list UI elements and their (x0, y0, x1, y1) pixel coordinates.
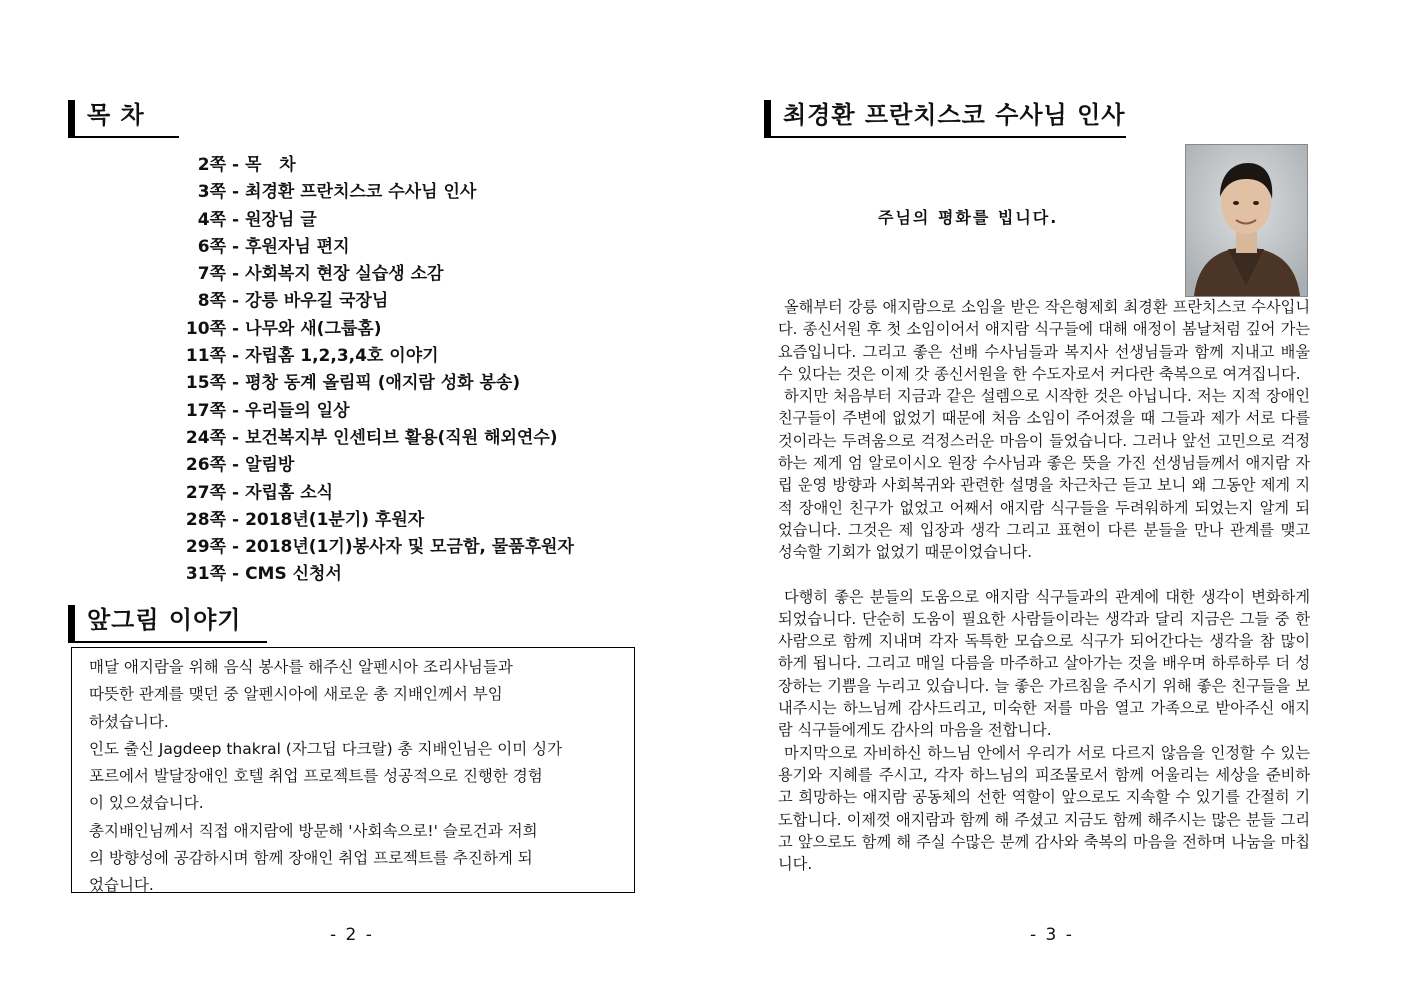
toc-separator: - (232, 537, 240, 558)
toc-page-number: 28쪽 (185, 509, 226, 530)
letter-paragraph: 올해부터 강릉 애지람으로 소임을 받은 작은형제회 최경환 프란치스코 수사입니다. 종신서원 후 첫 소임이어서 애지람 식구들에 대해 애정이 봄날처럼 깊어 가는 요즘입니다. 그리고 좋은 선배 수사님들과 복지사 선생님들과 함께 지내고 배울 수 있다는 것은 이제 갓 종신서원을 한 수도자로서 커다란 축복으로 여겨집니다. (778, 298, 1310, 383)
toc-separator: - (232, 400, 240, 421)
toc-entry-title: 목 차 (245, 155, 296, 175)
toc-item (180, 152, 574, 179)
toc-page-number: 3쪽 (197, 182, 226, 203)
page-number-left: - 2 - (330, 925, 374, 945)
cover-story-line: 었습니다. (89, 876, 154, 895)
letter-paragraph: 다행히 좋은 분들의 도움으로 애지람 식구들과의 관계에 대한 생각이 변화하게 되었습니다. 단순히 도움이 필요한 사람들이라는 생각과 달리 지금은 그들 중 한 사람으로 함께 지내며 각자 독특한 모습으로 식구가 되어간다는 생각을 참 많이 하게 됩니다. 그리고 매일 다름을 마주하고 살아가는 것을 배우며 하루하루 더 성장하는 기쁨을 누리고 있습니다. 늘 좋은 가르침을 주시기 위해 좋은 친구들을 보내주시는 하느님께 감사드리고, 미숙한 저를 마음 열고 가족으로 받아주신 애지람 식구들에게도 감사의 마음을 전합니다. (778, 587, 1310, 740)
toc-separator: - (232, 318, 240, 339)
toc-page-number: 29쪽 (185, 537, 226, 558)
toc-page-number: 11쪽 (185, 346, 226, 367)
cover-story-line: 매달 애지람을 위해 음식 봉사를 해주신 알펜시아 조리사님들과 (89, 658, 513, 676)
toc-page-number: 6쪽 (197, 236, 226, 257)
toc-entry-title: 나무와 새(그룹홈) (245, 318, 382, 339)
toc-item (180, 534, 574, 561)
greeting-letter-body (778, 296, 1310, 875)
toc-page-number: 2쪽 (197, 155, 226, 175)
toc-separator: - (232, 155, 240, 175)
letter-paragraph: 하지만 처음부터 지금과 같은 설렘으로 시작한 것은 아닙니다. 저는 지적 장애인 친구들이 주변에 없었기 때문에 처음 소임이 주어졌을 때 그들과 제가 서로 다를 것이라는 두려움으로 걱정스러운 마음이 들었습니다. 그러나 앞선 고민으로 걱정하는 제게 엄 알로이시오 원장 수사님과 좋은 뜻을 가진 선생님들께서 애지람 자립 운영 방향과 사회복귀와 관련한 설명을 차근차근 듣고 보니 왜 그동안 제게 지적 장애인 친구가 없었고 어째서 애지람 식구들을 두려워하게 되었는지 알게 되었습니다. 그것은 제 입장과 생각 그리고 표현이 다른 분들을 만나 관계를 맺고 성숙할 기회가 없었기 때문이었습니다. (778, 387, 1310, 562)
toc-page-number: 15쪽 (185, 373, 226, 394)
table-of-contents (180, 152, 574, 589)
toc-item (180, 425, 574, 452)
toc-page-number: 10쪽 (185, 318, 226, 339)
toc-entry-title: 평창 동계 올림픽 (애지람 성화 봉송) (245, 373, 521, 394)
toc-entry-title: 최경환 프란치스코 수사님 인사 (245, 182, 477, 203)
toc-page-number: 17쪽 (185, 400, 226, 421)
toc-entry-title: 2018년(1기)봉사자 및 모금함, 물품후원자 (245, 537, 574, 558)
toc-entry-title: 우리들의 일상 (245, 400, 350, 421)
toc-item (180, 480, 574, 507)
greeting-line: 주님의 평화를 빕니다. (878, 208, 1059, 227)
cover-story-line: 인도 출신 Jagdeep thakral (자그딥 다크랄) 총 지배인님은 이미 싱가 (89, 739, 563, 758)
toc-entry-title: 알림방 (245, 455, 295, 476)
cover-story-line: 하셨습니다. (89, 712, 169, 731)
toc-page-number: 7쪽 (197, 264, 226, 285)
toc-separator: - (232, 182, 240, 203)
toc-page-number: 27쪽 (185, 482, 226, 503)
cover-story-line: 이 있으셨습니다. (89, 794, 204, 813)
toc-entry-title: 원장님 글 (245, 209, 317, 230)
toc-item (180, 452, 574, 479)
toc-separator: - (232, 509, 240, 530)
toc-page-number: 8쪽 (197, 291, 226, 312)
toc-item (180, 398, 574, 425)
toc-entry-title: 2018년(1분기) 후원자 (245, 509, 425, 530)
toc-item (180, 261, 574, 288)
right-page (700, 0, 1403, 992)
toc-item (180, 207, 574, 234)
toc-separator: - (232, 264, 240, 285)
toc-separator: - (232, 209, 240, 230)
letter-paragraph: 마지막으로 자비하신 하느님 안에서 우리가 서로 다르지 않음을 인정할 수 있는 용기와 지혜를 주시고, 각자 하느님의 피조물로서 함께 어울리는 세상을 준비하고 희망하는 애지람 공동체의 선한 역할이 앞으로도 지속할 수 있기를 간절히 기도합니다. 이제껏 애지람과 함께 해 주셨고 지금도 함께 해주시는 많은 분들 그리고 앞으로도 함께 해 주실 수많은 분께 감사와 축복의 마음을 전하며 나눔을 마칩니다. (778, 743, 1310, 874)
cover-story-line: 따뜻한 관계를 맺던 중 알펜시아에 새로운 총 지배인께서 부임 (89, 685, 503, 704)
toc-separator: - (232, 346, 240, 367)
toc-entry-title: 사회복지 현장 실습생 소감 (245, 264, 444, 285)
cover-story-line: 포르에서 발달장애인 호텔 취업 프로젝트를 성공적으로 진행한 경험 (89, 767, 543, 786)
toc-entry-title: 보건복지부 인센티브 활용(직원 해외연수) (245, 427, 558, 448)
toc-separator: - (232, 291, 240, 312)
toc-item (180, 507, 574, 534)
toc-separator: - (232, 482, 240, 503)
toc-entry-title: 자립홈 소식 (245, 482, 334, 503)
toc-item (180, 316, 574, 343)
cover-story-line: 총지배인님께서 직접 애지람에 방문해 '사회속으로!' 슬로건과 저희 (89, 821, 538, 840)
cover-story-line: 의 방향성에 공감하시며 함께 장애인 취업 프로젝트를 추진하게 되 (89, 849, 533, 868)
toc-item (180, 561, 574, 588)
toc-page-number: 31쪽 (185, 564, 226, 585)
toc-separator: - (232, 236, 240, 257)
toc-item (180, 179, 574, 206)
cover-story-box (71, 647, 635, 893)
toc-page-number: 4쪽 (197, 209, 226, 230)
toc-separator: - (232, 564, 240, 585)
toc-item (180, 234, 574, 261)
toc-separator: - (232, 427, 240, 448)
page-number-right: - 3 - (1030, 925, 1074, 945)
toc-item (180, 343, 574, 370)
cover-story-title: 앞그림 이야기 (68, 605, 267, 643)
toc-item (180, 288, 574, 315)
toc-separator: - (232, 455, 240, 476)
toc-entry-title: 강릉 바우길 국장님 (245, 291, 389, 312)
toc-entry-title: 후원자님 편지 (245, 236, 350, 257)
toc-page-number: 24쪽 (185, 427, 226, 448)
toc-separator: - (232, 373, 240, 394)
greeting-section-title: 최경환 프란치스코 수사님 인사 (764, 100, 1126, 138)
toc-page-number: 26쪽 (185, 455, 226, 476)
portrait-photo (1185, 144, 1308, 297)
toc-item (180, 370, 574, 397)
left-page (0, 0, 700, 992)
toc-entry-title: CMS 신청서 (245, 564, 342, 585)
portrait-icon (1186, 145, 1307, 296)
toc-title: 목 차 (68, 100, 179, 138)
toc-entry-title: 자립홈 1,2,3,4호 이야기 (245, 346, 439, 367)
